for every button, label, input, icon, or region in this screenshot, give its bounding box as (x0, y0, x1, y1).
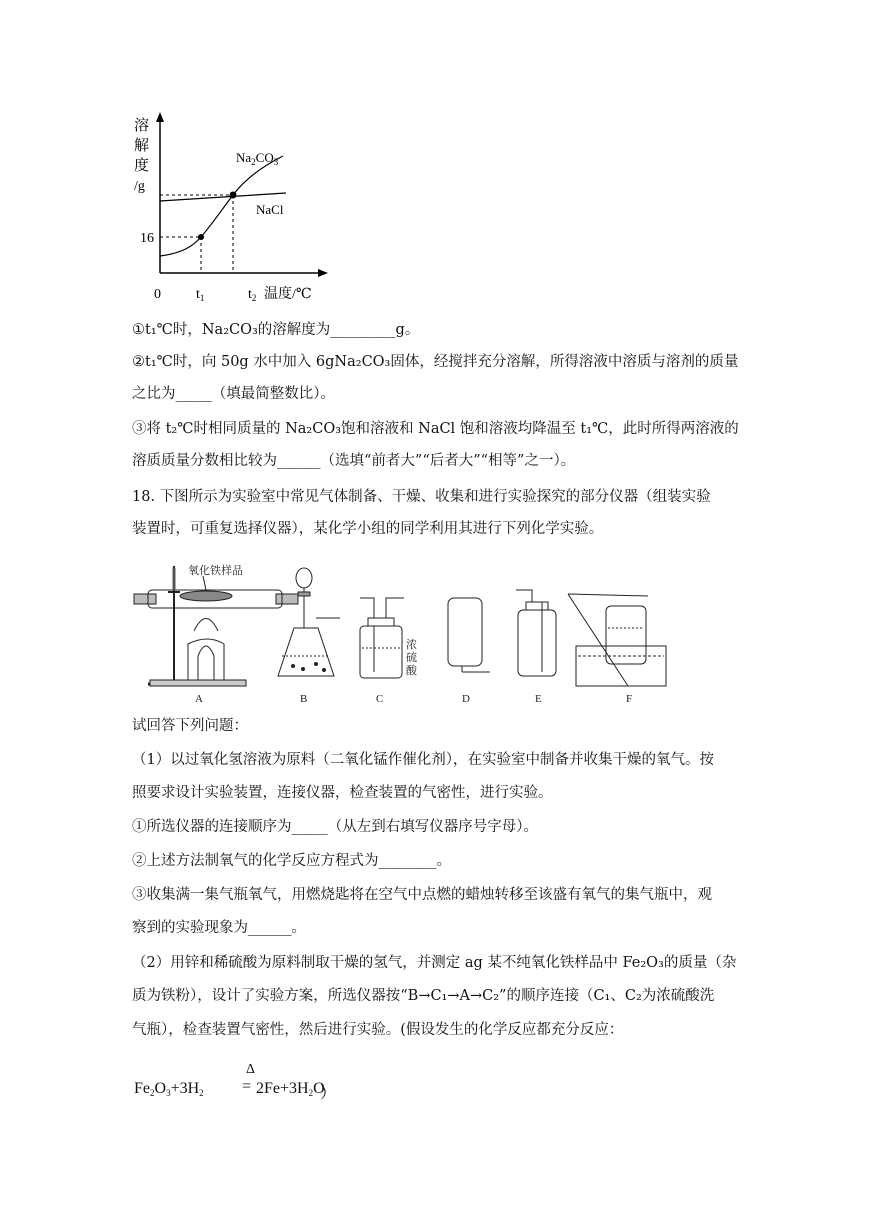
equals-sign: = (242, 1078, 252, 1095)
na2co3-label: $Na_2CO_3$ (236, 150, 279, 167)
apparatus-c (360, 598, 418, 678)
q17-line2: ②t₁℃时，向 50g 水中加入 6gNa₂CO₃固体，经搅拌充分溶解，所得溶液中溶质与溶剂的质量 (132, 354, 739, 370)
solubility-graph (128, 108, 338, 308)
sample-label: 氧化铁样品 (188, 565, 243, 577)
delta-sign: Δ (246, 1062, 256, 1077)
q18-prompt: 试回答下列问题： (132, 718, 248, 734)
q18-p2-b: 质为铁粉），设计了实验方案，所选仪器按“B→C₁→A→C₂”的顺序连接（C₁、C₂为浓硫酸洗 (132, 988, 715, 1004)
x-axis-title: 温度/℃ (264, 287, 312, 302)
acid-label-1: 浓 (406, 639, 417, 651)
apparatus-f (568, 594, 666, 686)
y-axis-arrow (156, 112, 164, 122)
x-tick-t1: $t_1$ (196, 287, 205, 303)
q18-p1-q3a: ③收集满一集气瓶氧气，用燃烧匙将在空气中点燃的蜡烛转移至该盛有氧气的集气瓶中，观 (132, 887, 712, 903)
equation-lhs: $Fe_2O_3+3H_2$ (134, 1080, 204, 1098)
q17-line5: 溶质质量分数相比较为______（选填“前者大”“后者大”“相等”之一）。 (132, 453, 576, 469)
q18-p1-a: （1）以过氧化氢溶液为原料（二氧化锰作催化剂），在实验室中制备并收集干燥的氧气。按 (132, 752, 714, 768)
x-axis-arrow (318, 269, 328, 277)
equation-rhs: $2Fe+3H_2O$ (256, 1080, 325, 1098)
q18-p2-a: （2）用锌和稀硫酸为原料制取干燥的氢气，并测定 ag 某不纯氧化铁样品中 Fe₂O₃的质量（杂 (132, 955, 737, 971)
label-f: F (626, 693, 633, 705)
q18-intro1: 18. 下图所示为实验室中常见气体制备、干燥、收集和进行实验探究的部分仪器（组装实验 (132, 489, 711, 505)
q18-p1-b: 照要求设计实验装置，连接仪器，检查装置的气密性，进行实验。 (132, 785, 553, 801)
q17-line1: ①t₁℃时，Na₂CO₃的溶解度为_________g。 (132, 322, 420, 338)
q17-line3: 之比为_____（填最简整数比）。 (132, 386, 335, 402)
y-title-3: 度 (134, 158, 150, 174)
q18-p1-q1: ①所选仪器的连接顺序为_____（从左到右填写仪器序号字母）。 (132, 819, 538, 835)
nacl-label: NaCl (256, 202, 284, 217)
label-e: E (535, 693, 542, 705)
label-c: C (376, 693, 384, 705)
q18-p1-q3b: 察到的实验现象为______。 (132, 920, 306, 936)
apparatus-a (134, 566, 298, 686)
q18-p1-q2: ②上述方法制氧气的化学反应方程式为________。 (132, 853, 451, 869)
x-tick-t2: $t_2$ (248, 287, 257, 303)
q18-intro2: 装置时，可重复选择仪器），某化学小组的同学利用其进行下列化学实验。 (132, 521, 604, 537)
y-tick-16: 16 (140, 231, 154, 246)
apparatus-d (448, 598, 490, 672)
q17-line4: ③将 t₂℃时相同质量的 Na₂CO₃饱和溶液和 NaCl 饱和溶液均降温至 t₁℃，此时所得两溶液的 (132, 421, 739, 437)
apparatus-figure (128, 556, 668, 708)
apparatus-b (278, 568, 340, 676)
equation-close: ） (320, 1085, 337, 1102)
label-a: A (195, 693, 203, 705)
nacl-curve (160, 193, 286, 201)
origin-label: 0 (154, 287, 161, 302)
y-title-1: 溶 (134, 118, 150, 134)
point-t1 (198, 234, 204, 240)
point-t2 (230, 192, 237, 199)
apparatus-e (516, 590, 556, 676)
acid-label-3: 酸 (406, 665, 417, 677)
acid-label-2: 硫 (406, 652, 417, 664)
y-title-2: 解 (134, 138, 150, 154)
label-b: B (300, 693, 308, 705)
q18-p2-c: 气瓶），检查装置气密性，然后进行实验。(假设发生的化学反应都充分反应： (132, 1022, 624, 1038)
y-title-4: /g (134, 179, 145, 194)
label-d: D (462, 693, 470, 705)
